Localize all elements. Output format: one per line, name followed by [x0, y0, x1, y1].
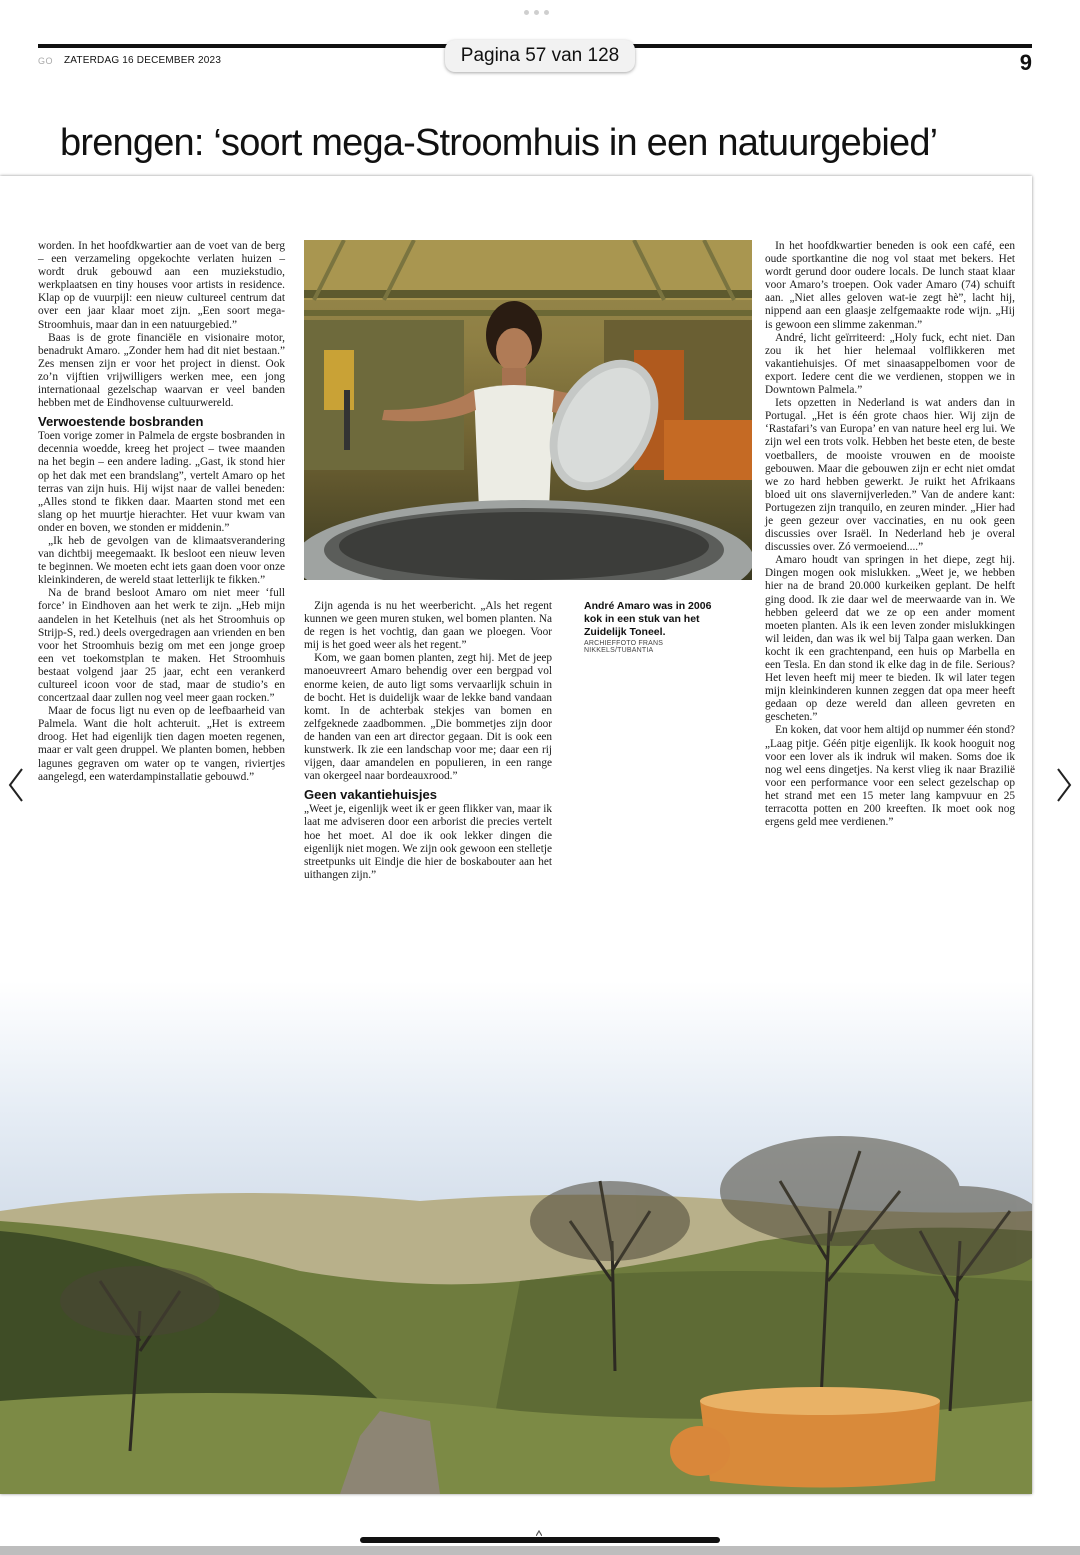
page-number: 9 — [1019, 50, 1032, 75]
paragraph: Maar de focus ligt nu even op de leefbaarheid van Palmela. Want die holt achteruit. „Het is extreem droog. Het had eigenlijk tien dagen moeten regenen, maar er valt geen druppel. We planten bomen, hebben lagunes gegraven om water op te vangen, riviertjes aangelegd, een waterdampinstallatie gebouwd.” — [38, 705, 285, 783]
article-headline: brengen: ‘soort mega-Stroomhuis in een natuurgebied’ — [60, 122, 938, 164]
paragraph: André, licht geïrriteerd: „Holy fuck, echt niet. Dan zou ik het hier helemaal volflikkeren met vakantiehuisjes. Of met sinaasappelbomen voor de export. Iedere cent die we verdienen, stoppen we in Downtown Palmela.” — [765, 331, 1015, 397]
landscape-photo — [0, 981, 1032, 1494]
previous-page-button[interactable] — [0, 760, 32, 810]
chef-photo-illustration — [304, 240, 752, 580]
article-photo — [304, 240, 752, 580]
paragraph: „Weet je, eigenlijk weet ik er geen flikker van, maar ik laat me adviseren door een arborist die precies vertelt hoe het moet. Al doe ik ook lekker dingen die eigenlijk niet mogen. We zijn ook gewoon een stelletje streetpunks uit Eindje die hier de boskabouter aan het uithangen zijn.” — [304, 803, 552, 881]
paragraph: Kom, we gaan bomen planten, zegt hij. Met de jeep manoeuvreert Amaro behendig over een bergpad vol enorme keien, de auto ligt soms vervaarlijk schuin in de bocht. Het is duidelijk waar de lekke band vandaan komt. In de achterbak stekjes van bomen en zelfgeknede zaadbommen. „Die bommetjes zijn door de handen van een art director gegaan. Dit is ook een kunstwerk. Ik zie een landschap voor me; daar een rij vijgen, daar amandelen en populieren, in een range van okergeel naar bordeauxrood.” — [304, 652, 552, 783]
paragraph: Zijn agenda is nu het weerbericht. „Als het regent kunnen we geen muren stuken, wel bomen planten. Na de regen is het vochtig, dan gaan we ploegen. Voor mij is het goed weer als het regent.” — [304, 600, 552, 652]
chevron-up-icon — [536, 1530, 542, 1536]
home-indicator[interactable] — [360, 1537, 720, 1543]
chevron-left-icon — [4, 765, 28, 805]
caption-text: André Amaro was in 2006 kok in een stuk van het Zuidelijk Toneel. — [584, 600, 712, 638]
paragraph: Toen vorige zomer in Palmela de ergste bosbranden in decennia woedde, kreeg het project – twee maanden na het begin – een andere lading. „Gast, ik stond hier op het dak met een brandslang”, vertelt Amaro op het terras van zijn huis. Hij wijst naar de vallei beneden: „Alles stond te fikken daar. Maarten stond met een slang op het muurtje hierachter. Het vuur kwam van onder en boven, we stonden er middenin.” — [38, 430, 285, 534]
issue-date: ZATERDAG 16 DECEMBER 2023 — [64, 55, 222, 66]
subheading: Verwoestende bosbranden — [38, 414, 204, 430]
paragraph: worden. In het hoofdkwartier aan de voet van de berg – een verzameling opgekochte verlaten huizen – wordt druk gebouwd aan een muziekstudio, werkplaatsen en tiny houses voor artists in residence. Klap op de vuurpijl: een nieuw cultureel centrum dat over een jaar klaar moet zijn. „Een soort mega-Stroomhuis, maar dan in een natuurgebied.” — [38, 240, 285, 331]
page-indicator: Pagina 57 van 128 — [445, 40, 635, 72]
paragraph: En koken, dat voor hem altijd op nummer één stond? „Laag pitje. Géén pitje eigenlijk. Ik kook hooguit nog voor een lover als ik indruk wil maken. Soms doe ik nog wel eens dingetjes. Na kerst vlieg ik naar Brazilië voor een performance voor een select gezelschap op het strand met een 15 meter lang kampvuur en 25 terracotta potten en 200 kreeften. Ik moet ook nog ergens geld mee verdienen.” — [765, 724, 1015, 829]
chevron-right-icon — [1052, 765, 1076, 805]
photo-credit: ARCHIEFFOTO FRANS NIKKELS/TUBANTIA — [584, 640, 664, 654]
article-column-1 — [38, 240, 285, 784]
article-page — [0, 176, 1032, 1494]
next-page-button[interactable] — [1048, 760, 1080, 810]
paragraph: Amaro houdt van springen in het diepe, zegt hij. Dingen mogen ook mislukken. „Weet je, we hebben hier na de brand 20.000 kurkeiken geplant. De helft ging dood. Ik zie daar wel de meerwaarde van in. We hebben geleerd dat we ze op een ander moment moeten planten. Als ik een leven zonder mislukkingen wil leiden, dan was ik wel bij Talpa gaan werken. Dan kocht ik een grachtenpand, een huis op Marbella en een Tesla. En dan stond ik elke dag in de file. Serious? Het leven heeft mij meer te bieden. Ik wil later tegen mijn kleinkinderen kunnen zeggen dat opa meer heeft gedaan op deze wereld dan alleen gevreten en gescheten.” — [765, 554, 1015, 724]
burnt-valley-illustration — [0, 981, 1032, 1494]
paragraph: „Ik heb de gevolgen van de klimaatsverandering van dichtbij meegemaakt. Ik besloot een nieuw leven te beginnen. We moeten echt iets gaan doen voor onze kleinkinderen, de wereld staat letterlijk te fikken.” — [38, 534, 285, 587]
photo-caption — [584, 600, 732, 654]
subheading: Geen vakantiehuisjes — [304, 787, 437, 803]
paragraph: Baas is de grote financiële en visionaire motor, benadrukt Amaro. „Zonder hem had dit niet bestaan.” Zes mensen zijn er voor het project in dienst. Ook zo’n vijftien vrijwilligers werken mee, een jong internationaal gezelschap waarvan er veel banden hebben met de Eindhovense cultuurwereld. — [38, 331, 285, 410]
paragraph: Na de brand besloot Amaro om niet meer ‘full force’ in Eindhoven aan het werk te zijn. „Heb mijn aandelen in het Ketelhuis (net als het Stroomhuis op Strijp-S, red.) deels overgedragen aan vrienden en ben voor het Stroomhuis bezig om met een jonge groep een vet toekomstplan te maken. Het Stroomhuis bestaat volgend jaar 25 jaar, echt een verankerd cultureel icoon voor de stad, maar de studio’s en concertzaal daar zullen nog veel meer gaan rocken.” — [38, 587, 285, 705]
newspaper-logo: GO — [38, 56, 54, 66]
article-column-2 — [304, 600, 552, 882]
paragraph: Iets opzetten in Nederland is wat anders dan in Portugal. „Het is één grote chaos hier. Wij zijn de ‘Rastafari’s van Europa’ en van nature heel erg lui. We zijn wel een trots volk. Hebben het beste eten, de beste voetballers, de mooiste vrouwen en de mooiste gebouwen. Maar die gebouwen zijn er echt niet omdat we zo hard hebben gewerkt. Je ruikt het Afrikaans bloed uit ons slavernijverleden.” Van de andere kant: Portugezen zijn tranquilo, en zeuren minder. „Hier had je geen gezeur over vaccinaties, en nu ook geen discussies over Israël. In Nederland heb je overal discussies over. Zó vermoeiend....” — [765, 397, 1015, 554]
window-dots — [524, 10, 549, 15]
article-column-3 — [765, 240, 1015, 829]
paragraph: In het hoofdkwartier beneden is ook een café, een oude sportkantine die nog vol staat met bekers. Het wordt gerund door oudere locals. De lunch staat klaar voor Amaro’s troepen. Ook vader Amaro (74) schuift aan. „Niet alles geloven wat-ie zegt hè”, lacht hij, nippend aan een glaasje zelfgemaakte rode wijn. „Hij is gewoon een slimme zakenman.” — [765, 240, 1015, 331]
bottom-bar — [0, 1546, 1080, 1555]
